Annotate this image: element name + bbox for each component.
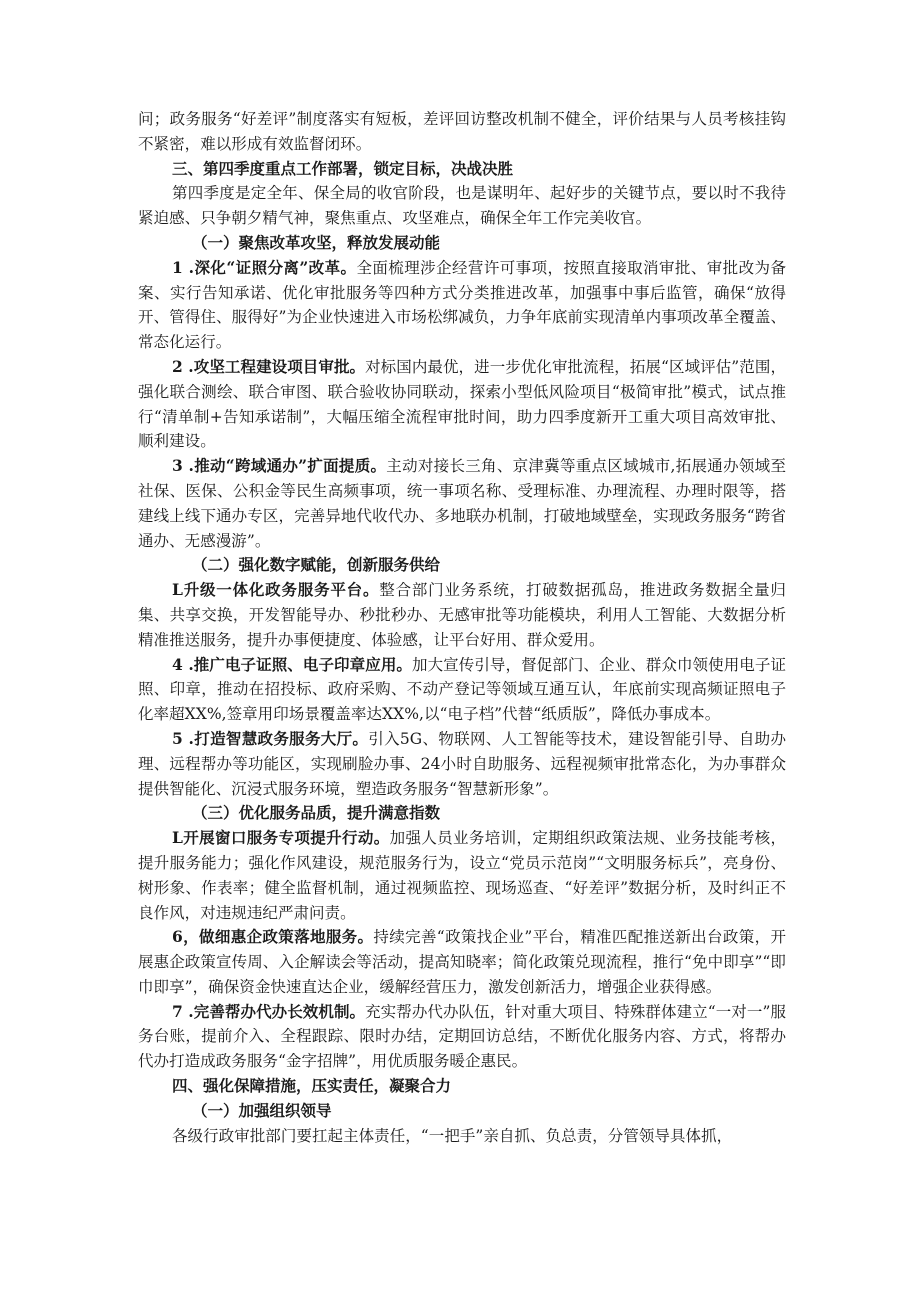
item-1-paragraph [138,256,786,355]
subsection-heading-2: （二）强化数字赋能，创新服务供给 [192,555,441,575]
item-5-title: 5 .打造智慧政务服务大厅。 [172,728,369,748]
item-7-text: 充实帮办代办队伍，针对重大项目、特殊群体建立“一对一”服务台账，提前介入、全程跟踪、限时办结，定期回访总结，不断优化服务内容、方式，将帮办代办打造成政务服务“金字招牌”，用优质服务暖企惠民。 [138,1002,786,1071]
subsection-heading-1: （一）聚焦改革攻坚，释放发展动能 [192,232,441,252]
item-6-text: 持续完善“政策找企业”平台，精准匹配推送新出台政策，开展惠企政策宣传周、入企解读会等活动，提高知晓率；简化政策兑现流程，推行“免中即享”“即巾即享”，确保资金快速直达企业，缓解经营压力，激发创新活力，增强企业获得感。 [138,928,786,996]
item-4-title: 4 .推广电子证照、电子印章应用。 [172,654,412,674]
item-3-title: 3 .推动“跨域通办”扩面提质。 [172,456,387,476]
section-heading-4: 四、强化保障措施，压实责任，凝聚合力 [172,1076,452,1096]
item-4-paragraph [138,653,786,727]
item-3-text: 主动对接长三角、京津冀等重点区域城市,拓展通办领域至社保、医保、公积金等民生高频事项，统一事项名称、受理标准、办理流程、办理时限等，搭建线上线下通办专区，完善异地代收代办、多地联办机制，打破地域壁垒，实现政务服务“跨省通办、无感漫游”。 [138,457,786,550]
paragraph-intro-continuation: 问；政务服务“好差评”制度落实有短板，差评回访整改机制不健全，评价结果与人员考核挂钩不紧密，难以形成有效监督闭环。 [138,110,786,153]
item-digital-1-paragraph [138,578,786,652]
item-2-paragraph [138,355,786,454]
item-digital-1-title: L升级一体化政务服务平台。 [172,580,380,600]
item-4-text: 加大宣传引导，督促部门、企业、群众巾领使用电子证照、印章，推动在招投标、政府采购、不动产登记等领域互通互认，年底前实现高频证照电子化率超XX%,签章用印场景覆盖率达XX%,以“电子档”代替“纸质版”，降低办事成本。 [138,655,787,724]
item-6-paragraph [138,925,786,999]
item-3-paragraph [138,454,786,553]
subsection-heading-3: （三）优化服务品质，提升满意指数 [192,803,441,823]
item-5-paragraph [138,727,786,801]
paragraph-last: 各级行政审批部门要扛起主体责任，“一把手”亲自抓、负总责，分管领导具体抓， [172,1126,733,1145]
item-6-title: 6，做细惠企政策落地服务。 [172,927,374,947]
section-4-subheading-1: （一）加强组织领导 [192,1100,332,1120]
item-service-1-text: 加强人员业务培训，定期组织政策法规、业务技能考核，提升服务能力；强化作风建设，规范服务行为，设立“党员示范岗”“文明服务标兵”，亮身份、树形象、作表率；健全监督机制，通过视频监控、现场巡查、“好差评”数据分析，及时纠正不良作风，对违规违纪严肃问责。 [138,829,786,922]
item-1-text: 全面梳理涉企经营许可事项，按照直接取消审批、审批改为备案、实行告知承诺、优化审批服务等四种方式分类推进改革，加强事中事后监管，确保“放得开、管得住、服得好”为企业快速进入市场松绑减负，力争年底前实现清单内事项改革全覆盖、常态化运行。 [138,258,786,352]
item-service-1-paragraph [138,826,786,925]
item-1-title: 1 .深化“证照分离”改革。 [172,257,357,277]
item-7-paragraph [138,1000,786,1074]
item-5-text: 引入5G、物联网、人工智能等技术，建设智能引导、自助办理、远程帮办等功能区，实现刷脸办事、24小时自助服务、远程视频审批常态化，为办事群众提供智能化、沉浸式服务环境，塑造政务服务“智慧新形象”。 [138,729,786,798]
item-2-title: 2 .攻坚工程建设项目审批。 [172,356,366,376]
paragraph-section-3-intro: 第四季度是定全年、保全局的收官阶段，也是谋明年、起好步的关键节点，要以时不我待紧迫感、只争朝夕精气神，聚焦重点、攻坚难点，确保全年工作完美收官。 [138,184,786,228]
item-digital-1-text: 整合部门业务系统，打破数据孤岛，推进政务数据全量归集、共享交换，开发智能导办、秒批秒办、无感审批等功能模块，利用人工智能、大数据分析精准推送服务，提升办事便捷度、体验感，让平台好用、群众爱用。 [138,581,786,649]
item-2-text: 对标国内最优，进一步优化审批流程，拓展“区域评估”范围，强化联合测绘、联合审图、联合验收协同联动，探索小型低风险项目“极简审批”模式，试点推行“清单制+告知承诺制”，大幅压缩全流程审批时间，助力四季度新开工重大项目高效审批、顺利建设。 [138,357,786,451]
item-service-1-title: L开展窗口服务专项提升行动。 [172,828,390,848]
document-page [138,107,786,1148]
section-heading-3: 三、第四季度重点工作部署，锁定目标，决战决胜 [172,158,514,178]
item-7-title: 7 .完善帮办代办长效机制。 [172,1001,366,1021]
